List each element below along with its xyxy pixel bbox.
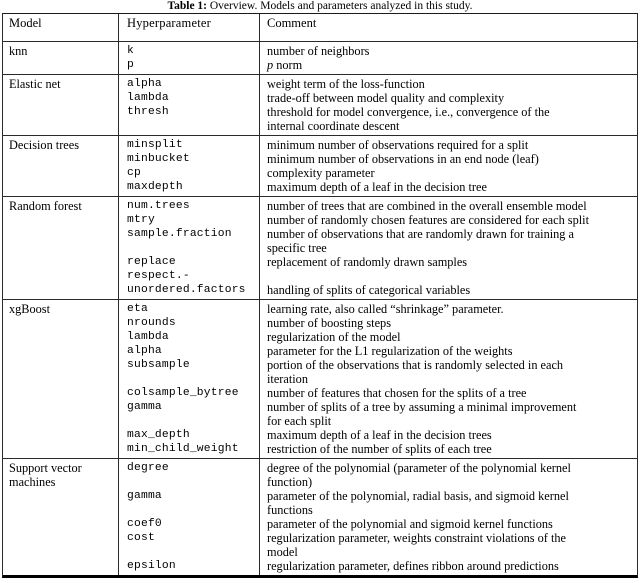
text-line: for each split (267, 414, 332, 428)
text-line: iteration (267, 372, 308, 386)
text-line: knn (9, 44, 28, 58)
model-cell (3, 459, 118, 575)
text-line: cp (127, 167, 141, 179)
text-line: replace (127, 256, 176, 268)
text-line: maximum depth of a leaf in the decision trees (267, 428, 492, 442)
header-label-model: Model (9, 16, 42, 30)
text-line: internal coordinate descent (267, 119, 400, 133)
text-line: Random forest (9, 199, 82, 213)
text-line (127, 372, 255, 386)
text-line: replacement of randomly drawn samples (267, 255, 468, 269)
hyperparameter-cell (118, 42, 259, 74)
text-line (267, 269, 635, 283)
header-label-comment: Comment (267, 16, 317, 30)
text-line: minimum number of observations in an end node (leaf) (267, 152, 539, 166)
model-cell (3, 197, 118, 299)
text-line: restriction of the number of splits of each tree (267, 442, 492, 456)
text-line: num.trees (127, 200, 190, 212)
text-line: alpha (127, 78, 162, 90)
text-line: regularization parameter, defines ribbon around predictions (267, 559, 559, 573)
text-line: min_child_weight (127, 443, 239, 455)
model-cell (3, 75, 118, 135)
hyperparameter-cell (118, 300, 259, 458)
overview-table (2, 13, 638, 578)
text-line: sample.fraction (127, 228, 232, 240)
text-line (127, 119, 255, 133)
table-sections (3, 41, 637, 575)
text-line: number of neighbors (267, 44, 370, 58)
header-cell-hyperparameter (118, 14, 259, 41)
text-line: maximum depth of a leaf in the decision tree (267, 180, 487, 194)
text-line: learning rate, also called “shrinkage” parameter. (267, 302, 504, 316)
text-line: regularization of the model (267, 330, 401, 344)
comment-cell (259, 75, 637, 135)
text-line: model (267, 545, 298, 559)
text-line: specific tree (267, 241, 327, 255)
text-line: functions (267, 503, 313, 517)
text-line (127, 475, 255, 489)
table-section-row (3, 299, 637, 458)
text-line: Elastic net (9, 77, 61, 91)
text-line: mtry (127, 214, 155, 226)
hyperparameter-cell (118, 197, 259, 299)
text-line: function) (267, 475, 313, 489)
text-line: max_depth (127, 429, 190, 441)
text-line: subsample (127, 359, 190, 371)
text-line: number of boosting steps (267, 316, 391, 330)
text-line: respect.- (127, 270, 190, 282)
text-line: complexity parameter (267, 166, 375, 180)
text-line: maxdepth (127, 181, 183, 193)
text-line: gamma (127, 490, 162, 502)
text-line (267, 58, 635, 72)
text-line: nrounds (127, 317, 176, 329)
text-line: gamma (127, 401, 162, 413)
text-line: parameter of the polynomial, radial basis, and sigmoid kernel (267, 489, 569, 503)
text-line (127, 414, 255, 428)
text-line: eta (127, 303, 148, 315)
text-line: Decision trees (9, 138, 79, 152)
text-segment: norm (273, 58, 303, 72)
table-caption-text: Overview. Models and parameters analyzed in this study. (207, 0, 473, 12)
text-line (127, 503, 255, 517)
text-line: regularization parameter, weights constraint violations of the (267, 531, 566, 545)
text-line: degree (127, 462, 169, 474)
text-line: number of splits of a tree by assuming a minimal improvement (267, 400, 577, 414)
text-line: number of features that chosen for the splits of a tree (267, 386, 527, 400)
table-header-row (3, 14, 637, 41)
hyperparameter-cell (118, 459, 259, 575)
text-line: coef0 (127, 518, 162, 530)
table-section-row (3, 41, 637, 74)
text-segment: p (267, 58, 274, 72)
text-line: Support vector (9, 461, 82, 475)
text-line: portion of the observations that is randomly selected in each (267, 358, 564, 372)
text-line: minbucket (127, 153, 190, 165)
table-caption (0, 0, 640, 13)
text-line (127, 241, 255, 255)
table-section-row (3, 74, 637, 135)
text-line (127, 545, 255, 559)
text-line: epsilon (127, 560, 176, 572)
comment-cell (259, 197, 637, 299)
text-line: minsplit (127, 139, 183, 151)
text-line: number of observations that are randomly drawn for training a (267, 227, 574, 241)
table-section-row (3, 196, 637, 299)
text-line: threshold for model convergence, i.e., convergence of the (267, 105, 550, 119)
model-cell (3, 136, 118, 196)
text-line: colsample_bytree (127, 387, 239, 399)
comment-cell (259, 42, 637, 74)
comment-cell (259, 300, 637, 458)
text-line: xgBoost (9, 302, 50, 316)
hyperparameter-cell (118, 136, 259, 196)
comment-cell (259, 136, 637, 196)
text-line: alpha (127, 345, 162, 357)
model-cell (3, 300, 118, 458)
text-line: parameter of the polynomial and sigmoid kernel functions (267, 517, 553, 531)
table-caption-label: Table 1: (167, 0, 207, 12)
header-cell-model (3, 14, 118, 41)
table-section-row (3, 458, 637, 575)
text-line: thresh (127, 106, 169, 118)
header-cell-comment (259, 14, 637, 41)
text-line: unordered.factors (127, 284, 246, 296)
text-line: k (127, 45, 134, 57)
text-line: number of trees that are combined in the overall ensemble model (267, 199, 587, 213)
text-line: lambda (127, 331, 169, 343)
comment-cell (259, 459, 637, 575)
text-line: weight term of the loss-function (267, 77, 425, 91)
text-line: p (127, 59, 134, 71)
text-line: trade-off between model quality and complexity (267, 91, 505, 105)
text-line: machines (9, 475, 56, 489)
text-line: parameter for the L1 regularization of the weights (267, 344, 513, 358)
header-label-hyperparameter: Hyperparameter (127, 16, 212, 30)
model-cell (3, 42, 118, 74)
text-line: minimum number of observations required for a split (267, 138, 529, 152)
table-section-row (3, 135, 637, 196)
text-line: degree of the polynomial (parameter of the polynomial kernel (267, 461, 571, 475)
text-line: cost (127, 532, 155, 544)
text-line: lambda (127, 92, 169, 104)
hyperparameter-cell (118, 75, 259, 135)
text-line: number of randomly chosen features are considered for each split (267, 213, 589, 227)
text-line: handling of splits of categorical variables (267, 283, 471, 297)
